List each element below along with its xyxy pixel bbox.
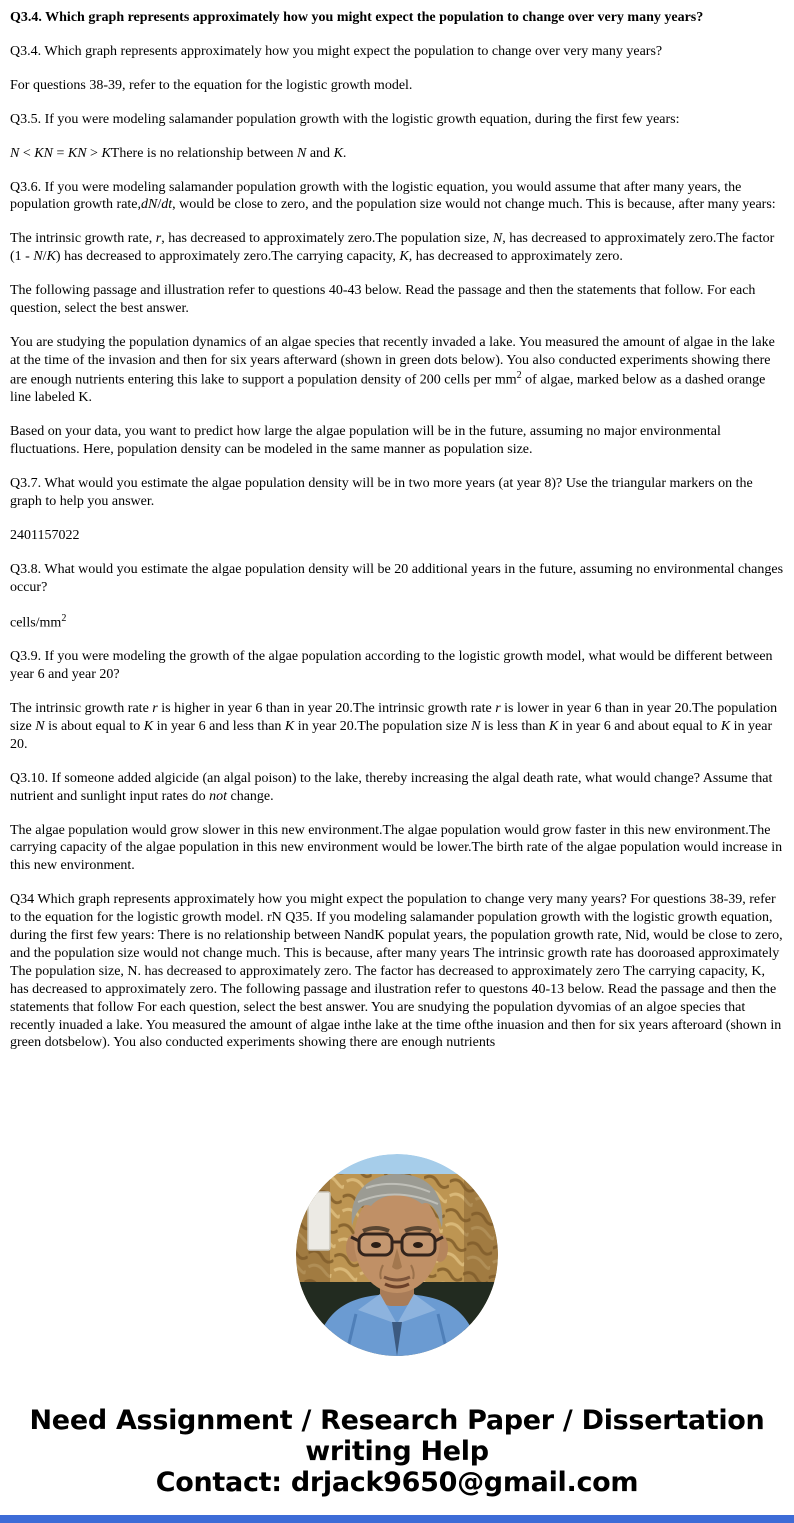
- ocr-text-block: Q34 Which graph represents approximately how you might expect the population to change very many years? For questions 38-39, refer to the equation for the logistic growth model. rN Q35. If you modeling salamander population growth with the logistic growth equation, during the first few years: There is no relationship between NandK populat years, the population growth rate, Nid, would be close to zero, and the population size would not change much. This is because, after many years The intrinsic growth rate has dooroased approximately The population size, N. has decreased to approximately zero. The factor has decreased to approximately zero The carrying capacity, K, has decreased to approximately zero. The following passage and ilustration refer to questons 40-13 below. Read the passage and then the statements that follow For each question, select the best answer. You are snudying the population dyvomias of an algoe species that recently inuaded a lake. You measured the amount of algae inthe lake at the time ofthe inuasion and then for six years afteroard (shown in green dotsbelow). You also conducted experiments showing there are enough nutrients: [10, 892, 783, 1051]
- answer-options-3-10: The algae population would grow slower in this new environment.The algae population would grow faster in this new environment.The carrying capacity of the algae population in this new environment would be lower.The birth rate of the algae population would increase in this new environment.: [10, 822, 783, 874]
- answer-options-3-5: N < KN = KN > KThere is no relationship between N and K.: [10, 145, 347, 161]
- footer-help-line-2: writing Help: [305, 1436, 489, 1467]
- document-body: [10, 9, 784, 1052]
- units-label: cells/$mm^2$: [10, 612, 67, 631]
- question-3-7: Q3.7. What would you estimate the algae population density will be in two more years (at year 8)? Use the triangular markers on the graph to help you answer.: [10, 476, 753, 509]
- question-3-9: Q3.9. If you were modeling the growth of the algae population according to the logistic growth model, what would be different between year 6 and year 20?: [10, 649, 773, 683]
- answer-options-3-9: The intrinsic growth rate r is higher in year 6 than in year 20.The intrinsic growth rate r is lower in year 6 than in year 20.The population size N is about equal to K in year 6 and less than K in year 20.The population size N is less than K in year 6 and about equal to K in year 20.: [10, 700, 778, 752]
- passage-prediction: Based on your data, you want to predict how large the algae population will be in the future, assuming no major environmental fluctuations. Here, population density can be modeled in the same manner as population size.: [10, 424, 721, 458]
- question-3-6: Q3.6. If you were modeling salamander population growth with the logistic equation, you would assume that after many years, the population growth rate,dN/dt, would be close to zero, and the population size would not change much. This is because, after many years:: [10, 179, 776, 213]
- question-3-8: Q3.8. What would you estimate the algae population density will be 20 additional years in the future, assuming no environmental changes occur?: [10, 561, 784, 595]
- question-3-10: Q3.10. If someone added algicide (an algal poison) to the lake, thereby increasing the algal death rate, what would change? Assume that nutrient and sunlight input rates do not change.: [10, 770, 773, 804]
- instructor-portrait-drawing: [296, 1154, 498, 1356]
- question-3-4: Q3.4. Which graph represents approximately how you might expect the population to change over very many years?: [10, 43, 663, 59]
- document-heading: Q3.4. Which graph represents approximately how you might expect the population to change over very many years?: [10, 10, 704, 25]
- passage-algae: You are studying the population dynamics of an algae species that recently invaded a lake. You measured the amount of algae in the lake at the time of the invasion and then for six years afterward (shown in green dots below). You also conducted experiments showing there are enough nutrients entering this lake to support a population density of 200 cells per $mm^2$ of algae, marked below as a dashed orange line labeled K.: [10, 334, 775, 406]
- passage-intro: The following passage and illustration refer to questions 40-43 below. Read the passage and then the statements that follow. For each question, select the best answer.: [10, 283, 756, 317]
- footer-contact-email: Contact: drjack9650@gmail.com: [155, 1467, 639, 1498]
- student-id: 2401157022: [10, 527, 80, 543]
- answer-options-3-6: The intrinsic growth rate, r, has decreased to approximately zero.The population size, N, has decreased to approximately zero.The factor (1 - N/K) has decreased to approximately zero.The carrying capacity, K, has decreased to approximately zero.: [10, 231, 775, 265]
- footer-help-line-1: Need Assignment / Research Paper / Dissertation: [29, 1405, 765, 1436]
- instructor-photo: [296, 1154, 498, 1356]
- footer-ad: [0, 1405, 794, 1498]
- instruction-questions-38-39: For questions 38-39, refer to the equation for the logistic growth model.: [10, 77, 413, 93]
- bottom-bar: [0, 1515, 794, 1523]
- question-3-5: Q3.5. If you were modeling salamander population growth with the logistic growth equation, during the first few years:: [10, 111, 680, 127]
